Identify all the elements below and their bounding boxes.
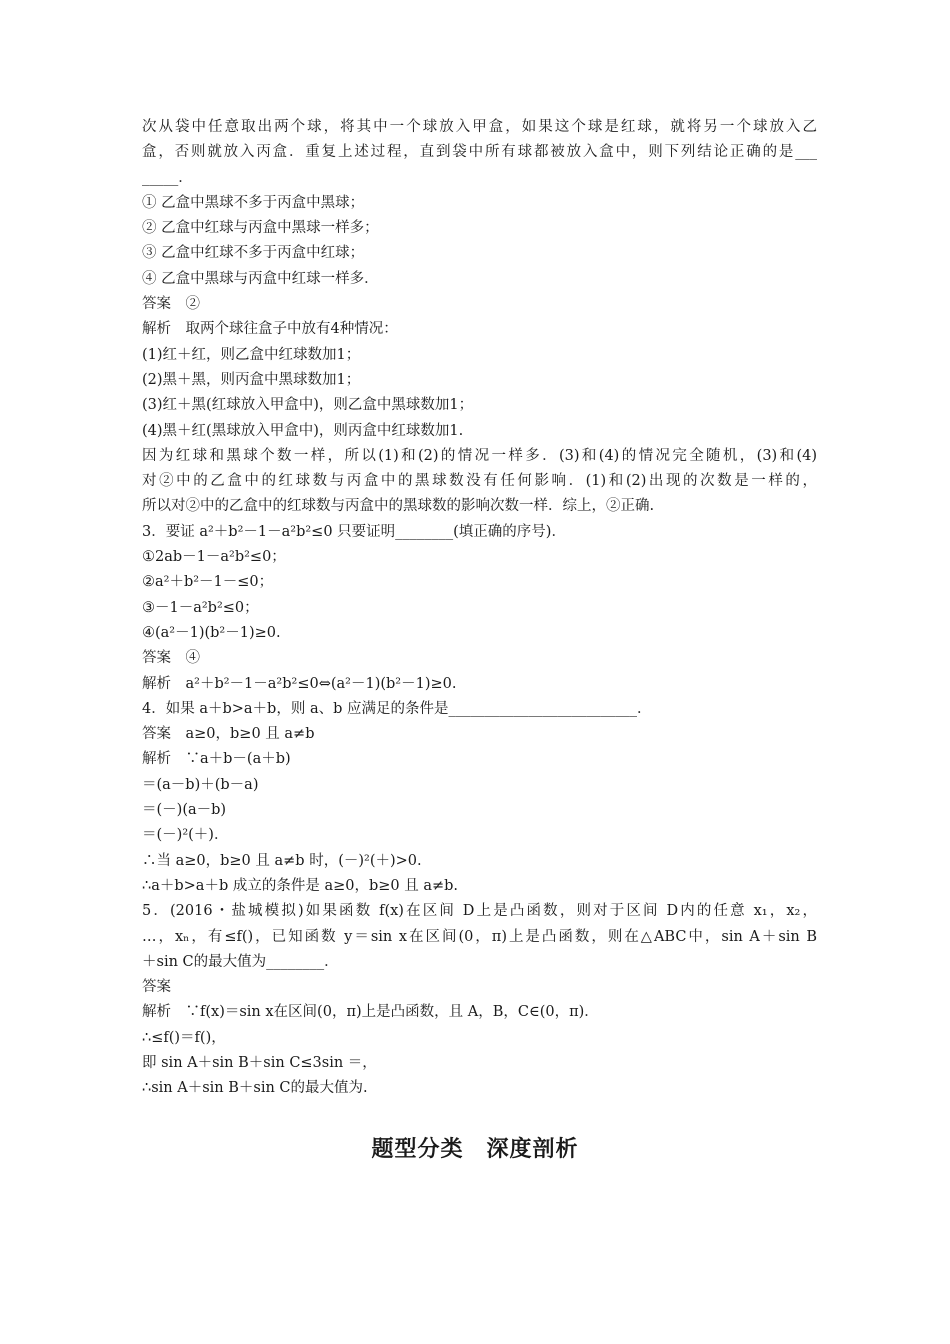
question-5-analysis-line-3: 即 sin A＋sin B＋sin C≤3sin ＝， [142,1054,377,1071]
question-3-option-4: ④(a²－1)(b²－1)≥0. [142,624,281,641]
question-4-analysis-line-6: ∴a＋b>a＋b 成立的条件是 a≥0，b≥0 且 a≠b. [142,877,459,894]
question-4-stem: 4．如果 a＋b>a＋b，则 a、b 应满足的条件是__________________________． [142,700,652,717]
question-2-option-3: ③ 乙盒中红球不多于丙盒中红球； [142,245,365,262]
question-3-option-1: ①2ab－1－a²b²≤0； [142,549,286,566]
question-3-stem: 3．要证 a²＋b²－1－a²b²≤0 只要证明________(填正确的序号)． [142,523,566,540]
question-2-case-2: (2)黑＋黑，则丙盒中黑球数加1； [142,371,361,388]
question-3-analysis: 解析 a²＋b²－1－a²b²≤0⇔(a²－1)(b²－1)≥0. [142,675,457,692]
question-5-answer: 答案 [142,979,171,996]
question-2-case-4: (4)黑＋红(黑球放入甲盒中)，则丙盒中红球数加1. [142,422,464,439]
question-2-analysis-line-1: 因为红球和黑球个数一样，所以(1)和(2)的情况一样多．(3)和(4)的情况完全随机，(3)和(4) [142,447,817,464]
question-2-stem-line-3: _____． [142,169,193,186]
document-body [142,115,817,1102]
question-2-stem-line-1: 次从袋中任意取出两个球，将其中一个球放入甲盒，如果这个球是红球，就将另一个球放入乙 [142,119,817,135]
question-2-analysis-line-2: 对②中的乙盒中的红球数与丙盒中的黑球数没有任何影响．(1)和(2)出现的次数是一样的， [142,473,817,490]
question-5-stem-line-2: …，xₙ，有≤f()，已知函数 y＝sin x在区间(0，π)上是凸函数，则在△ABC中，sin A＋sin B [142,928,817,945]
question-4-answer: 答案 a≥0，b≥0 且 a≠b [142,726,315,743]
question-2-option-4: ④ 乙盒中黑球与丙盒中红球一样多． [142,270,379,287]
question-4-analysis-line-3: ＝(－)(a－b) [142,802,227,819]
question-4-analysis-line-4: ＝(－)²(＋)． [142,827,229,844]
question-3-option-2: ②a²＋b²－1－≤0； [142,574,274,591]
question-2-stem-line-2: 盒，否则就放入丙盒．重复上述过程，直到袋中所有球都被放入盒中，则下列结论正确的是___ [142,144,817,161]
question-3-option-3: ③－1－a²b²≤0； [142,599,259,616]
question-2-answer: 答案 ② [142,296,200,313]
question-5-analysis-line-2: ∴≤f()＝f()， [142,1029,226,1046]
question-2-option-1: ① 乙盒中黑球不多于丙盒中黑球； [142,194,365,211]
question-2-case-1: (1)红＋红，则乙盒中红球数加1； [142,346,361,363]
question-5-analysis-line-1: 解析 ∵f(x)＝sin x在区间(0，π)上是凸函数，且 A，B，C∈(0，π)． [142,1004,599,1021]
question-2-analysis-line-3: 所以对②中的乙盒中的红球数与丙盒中的黑球数的影响次数一样．综上，②正确. [142,498,655,515]
question-5-stem-line-3: ＋sin C的最大值为________． [142,953,339,970]
question-4-analysis-line-2: ＝(a－b)＋(b－a) [142,776,259,793]
question-5-analysis-line-4: ∴sin A＋sin B＋sin C的最大值为. [142,1080,368,1097]
question-4-analysis-line-5: ∴当 a≥0，b≥0 且 a≠b 时，(－)²(＋)>0. [142,852,422,869]
question-4-analysis-line-1: 解析 ∵a＋b－(a＋b) [142,751,291,768]
question-3-answer: 答案 ④ [142,650,200,667]
question-5-stem-line-1: 5．(2016・盐城模拟)如果函数 f(x)在区间 D上是凸函数，则对于区间 D内的任意 x₁，x₂， [142,903,817,920]
question-2-case-3: (3)红＋黑(红球放入甲盒中)，则乙盒中黑球数加1； [142,397,474,414]
section-heading: 题型分类 深度剖析 [371,1137,579,1162]
question-2-analysis-title: 解析 取两个球往盒子中放有4种情况： [142,321,398,338]
question-2-option-2: ② 乙盒中红球与丙盒中黑球一样多； [142,220,379,237]
